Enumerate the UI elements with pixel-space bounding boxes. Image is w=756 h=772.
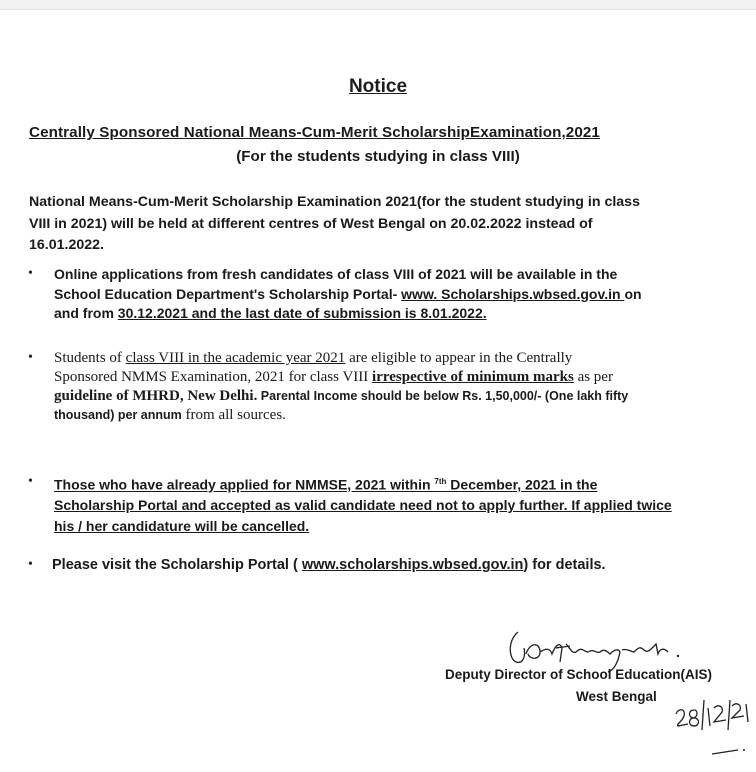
text: Please visit the Scholarship Portal ( [52, 557, 302, 573]
text: Students of [54, 350, 126, 366]
text: guideline of MHRD, New Delhi. [54, 388, 258, 404]
bullet-line [54, 304, 730, 324]
intro-line: VIII in 2021) will be held at different centres of West Bengal on 20.02.2022 instead of [29, 215, 593, 232]
bullet-marker: • [28, 350, 33, 365]
text: are eligible to appear in the Centrally [345, 350, 573, 366]
portal-link[interactable]: www.scholarships.wbsed.gov.in [301, 557, 524, 573]
signatory-designation: Deputy Director of School Education(AIS) [445, 667, 713, 682]
text: Those who have already applied for NMMSE, 2021 within [54, 476, 435, 493]
text: Parental Income should be below Rs. 1,50,000/- (One lakh fifty [257, 389, 629, 403]
bullet-line [54, 472, 730, 495]
bullet-line [54, 285, 730, 305]
text: and from [54, 305, 118, 321]
marks-text: irrespective of minimum marks [372, 369, 574, 385]
notice-heading: Centrally Sponsored National Means-Cum-Merit ScholarshipExamination,2021 [29, 124, 600, 141]
handwritten-date [668, 692, 752, 772]
bullet-line [52, 556, 728, 576]
signatory-place: West Bengal [576, 689, 657, 704]
bullet-line [54, 406, 730, 425]
bullet-marker: • [28, 474, 33, 489]
intro-paragraph [29, 192, 731, 257]
bullet-already-applied [54, 472, 730, 536]
bullet-line: his / her candidature will be cancelled. [54, 517, 310, 534]
intro-line: National Means-Cum-Merit Scholarship Examination 2021(for the student studying in class [29, 194, 640, 210]
bullet-line: Scholarship Portal and accepted as valid candidate need not to apply further. If applied twice [54, 497, 672, 514]
notice-title: Notice [348, 76, 408, 97]
text: School Education Department's Scholarship Portal- [54, 285, 402, 302]
portal-link[interactable]: www. Scholarships.wbsed.gov.in [401, 285, 625, 302]
superscript: 7th [434, 477, 447, 486]
text: on [624, 285, 642, 302]
bullet-line [54, 387, 730, 406]
text: as per [573, 369, 613, 385]
intro-line: 16.01.2022. [29, 237, 104, 253]
class-text: class VIII in the academic year 2021 [125, 350, 346, 366]
text: ) for details. [523, 557, 606, 573]
bullet-eligibility [54, 349, 730, 425]
top-border-strip [0, 0, 756, 10]
bullet-line [54, 349, 730, 368]
notice-subheading: (For the students studying in class VIII) [236, 148, 520, 165]
bullet-marker: • [28, 266, 33, 281]
text: Sponsored NMMS Examination, 2021 for class VIII [54, 369, 373, 385]
bullet-line [54, 368, 730, 387]
bullet-online-applications [54, 265, 730, 324]
bullet-marker: • [28, 557, 33, 572]
dates-text: 30.12.2021 and the last date of submission is 8.01.2022. [117, 305, 487, 321]
bullet-visit-portal [52, 556, 728, 576]
text: thousand) per annum [54, 408, 182, 422]
text: December, 2021 in the [446, 476, 598, 493]
bullet-line: Online applications from fresh candidates of class VIII of 2021 will be available in the [54, 266, 618, 282]
text: from all sources. [181, 407, 286, 423]
